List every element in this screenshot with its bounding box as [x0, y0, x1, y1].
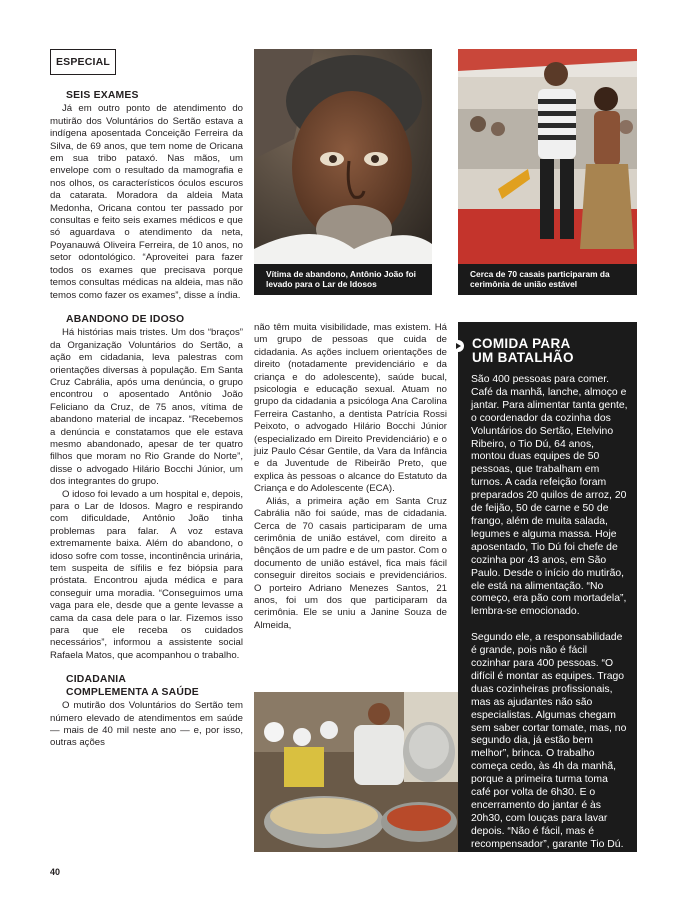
subhead-cidadania-1: CIDADANIA: [66, 674, 127, 686]
article-column-2: [254, 322, 447, 632]
sidebar-body: [471, 374, 629, 852]
sidebar-title: [472, 337, 574, 365]
arrow-icon: [452, 340, 464, 352]
couple-caption-text: Cerca de 70 casais participaram da cerimônia de união estável: [470, 269, 610, 290]
section-tag: ESPECIAL: [50, 49, 116, 75]
page-number: 40: [50, 867, 61, 877]
couple-photo: [458, 49, 637, 264]
paragraph: Aliás, a primeira ação em Santa Cruz Cabrália não foi saúde, mas de cidadania. Cerca de 70 casais participaram de uma cerimônia de união estável, com direito a bênçãos de um padre e de um pastor. Com o documento de união estável, fica mais fácil conseguir direitos sociais e previdenciários. O porteiro Adriano Menezes Santos, 21 anos, foi um dos que participaram da cerimônia. Ele se uniu a Janine Souza de Almeida,: [254, 495, 447, 631]
sidebar-title-line-1: COMIDA PARA: [472, 336, 571, 351]
sidebar-paragraph: Segundo ele, a responsabilidade é grande, pois não é fácil cozinhar para 400 pessoas. “O difícil é montar as equipes. Trago duas cozinheiras profissionais, mas as ajudantes não são especialistas. Algumas chegam sem saber cortar tomate, mas, no segundo dia, já estão bem melhor”, brinca. O trabalho começa cedo, às 4h da manhã, porque a primeira turma toma café por volta de 6h30. E o encerramento do jantar é às 20h30, com louças para lavar depois. “Não é fácil, mas é recompensador”, garante Tio Dú.: [471, 632, 627, 850]
paragraph: O idoso foi levado a um hospital e, depois, para o Lar de Idosos. Magro e respirando com dificuldade, Antônio João tinha problemas para falar. A voz estava extremamente baixa. Além do abandono, o idoso sofre com tosse, incontinência urinária, tem suspeita de sífilis e fez biópsia para próstata. Encontrou ajuda médica e para conseguir uma moradia. “Conseguimos uma vaga para ele, desde que a gente levasse a cama da casa dele para o lar. Fizemos isso para que ele receba os cuidados necessários”, informou a assistente social Rafaela Matos, que acompanhou o trabalho.: [50, 488, 243, 661]
kitchen-image: [254, 692, 458, 852]
couple-ceremony-image: [458, 49, 637, 264]
kitchen-photo: [254, 692, 458, 852]
paragraph: Há histórias mais tristes. Um dos “braços” da Organização Voluntários do Sertão, a ação em cidadania, leva palestras com orientações diversas à população. Em Santa Cruz Cabrália, após uma denúncia, o grupo encontrou o aposentado Antônio João Feliciano da Cruz, de 75 anos, vítima de abandono material de incapaz. “Recebemos a denúncia e constatamos que ele estava mesmo abandonado, apesar de ter quatro filhos que moram no Rio Grande do Norte”, disse o advogado Hilário Bocchi Júnior, um dos integrantes do grupo.: [50, 327, 243, 488]
article-column-1: [50, 90, 243, 750]
elder-caption-text: Vítima de abandono, Antônio João foi levado para o Lar de Idosos: [266, 269, 416, 290]
subhead-cidadania-2: COMPLEMENTA A SAÚDE: [66, 686, 199, 698]
paragraph: O mutirão dos Voluntários do Sertão tem número elevado de atendimentos em saúde — mais de 40 mil neste ano — e, por isso, outras ações: [50, 700, 243, 749]
couple-photo-caption: [458, 264, 637, 295]
paragraph: não têm muita visibilidade, mas existem. Há um grupo de pessoas que cuida de cidadania. As ações incluem orientações de direito (notadamente previdenciário e da criança e do adolescente), saúde bucal, psicologia e educação sexual. Atuam no grupo da cidadania a psicóloga Ana Carolina Ferreira Castanho, a dentista Patrícia Rossi Peixoto, o advogado Hilário Bocchi Júnior (especializado em Direito Previdenciário) e o juiz Paulo César Gentile, da Vara da Infância e da Juventude de Ribeirão Preto, que explica às pessoas o alcance do Estatuto da Criança e do Adolescente (ECA).: [254, 322, 447, 495]
sidebar-title-line-2: UM BATALHÃO: [472, 350, 574, 365]
elder-photo-caption: [254, 264, 432, 295]
subhead-seis-exames: SEIS EXAMES: [66, 90, 139, 101]
paragraph: Já em outro ponto de atendimento do mutirão dos Voluntários do Sertão estava a indígena aposentada Conceição Ferreira da Silva, de 69 anos, que tem nome de Oricana em sua tribo pataxó. Nas mãos, um envelope com o resultado da mamografia e nos olhos, os característicos óculos escuros da catarata. Moradora da aldeia Mata Medonha, Oricana contou ter passado por consultas e feito seis exames médicos e que só aguardava o atendimento da neta, Poyanauwá Oliveira Ferreira, de 10 anos, no setor odontológico. “Aproveitei para fazer todos os exames que precisava porque temos consultas médicas na aldeia, mas não temos como fazer os exames”, disse a índia.: [50, 103, 243, 301]
sidebar-box: [458, 322, 637, 852]
elder-portrait-image: [254, 49, 432, 264]
sidebar-paragraph: São 400 pessoas para comer. Café da manhã, lanche, almoço e jantar. Para alimentar tanta gente, o coordenador da cozinha dos Voluntários do Sertão, Etelvino Ribeiro, o Tio Dú, 64 anos, montou duas equipes de 50 pessoas, que trabalham em turnos. A cada refeição foram preparados 20 quilos de arroz, 20 de feijão, 50 de carne e 50 de frango, além de muita salada, legumes e alguma massa. Hoje aposentado, Tio Dú foi chefe de cozinha por 43 anos, em São Paulo. Desde o início do mutirão, ele está na alimentação. “No começo, era pão com mortadela”, lembra-se emocionado.: [471, 374, 628, 618]
elder-photo: [254, 49, 432, 264]
subhead-abandono: ABANDONO DE IDOSO: [66, 313, 185, 325]
